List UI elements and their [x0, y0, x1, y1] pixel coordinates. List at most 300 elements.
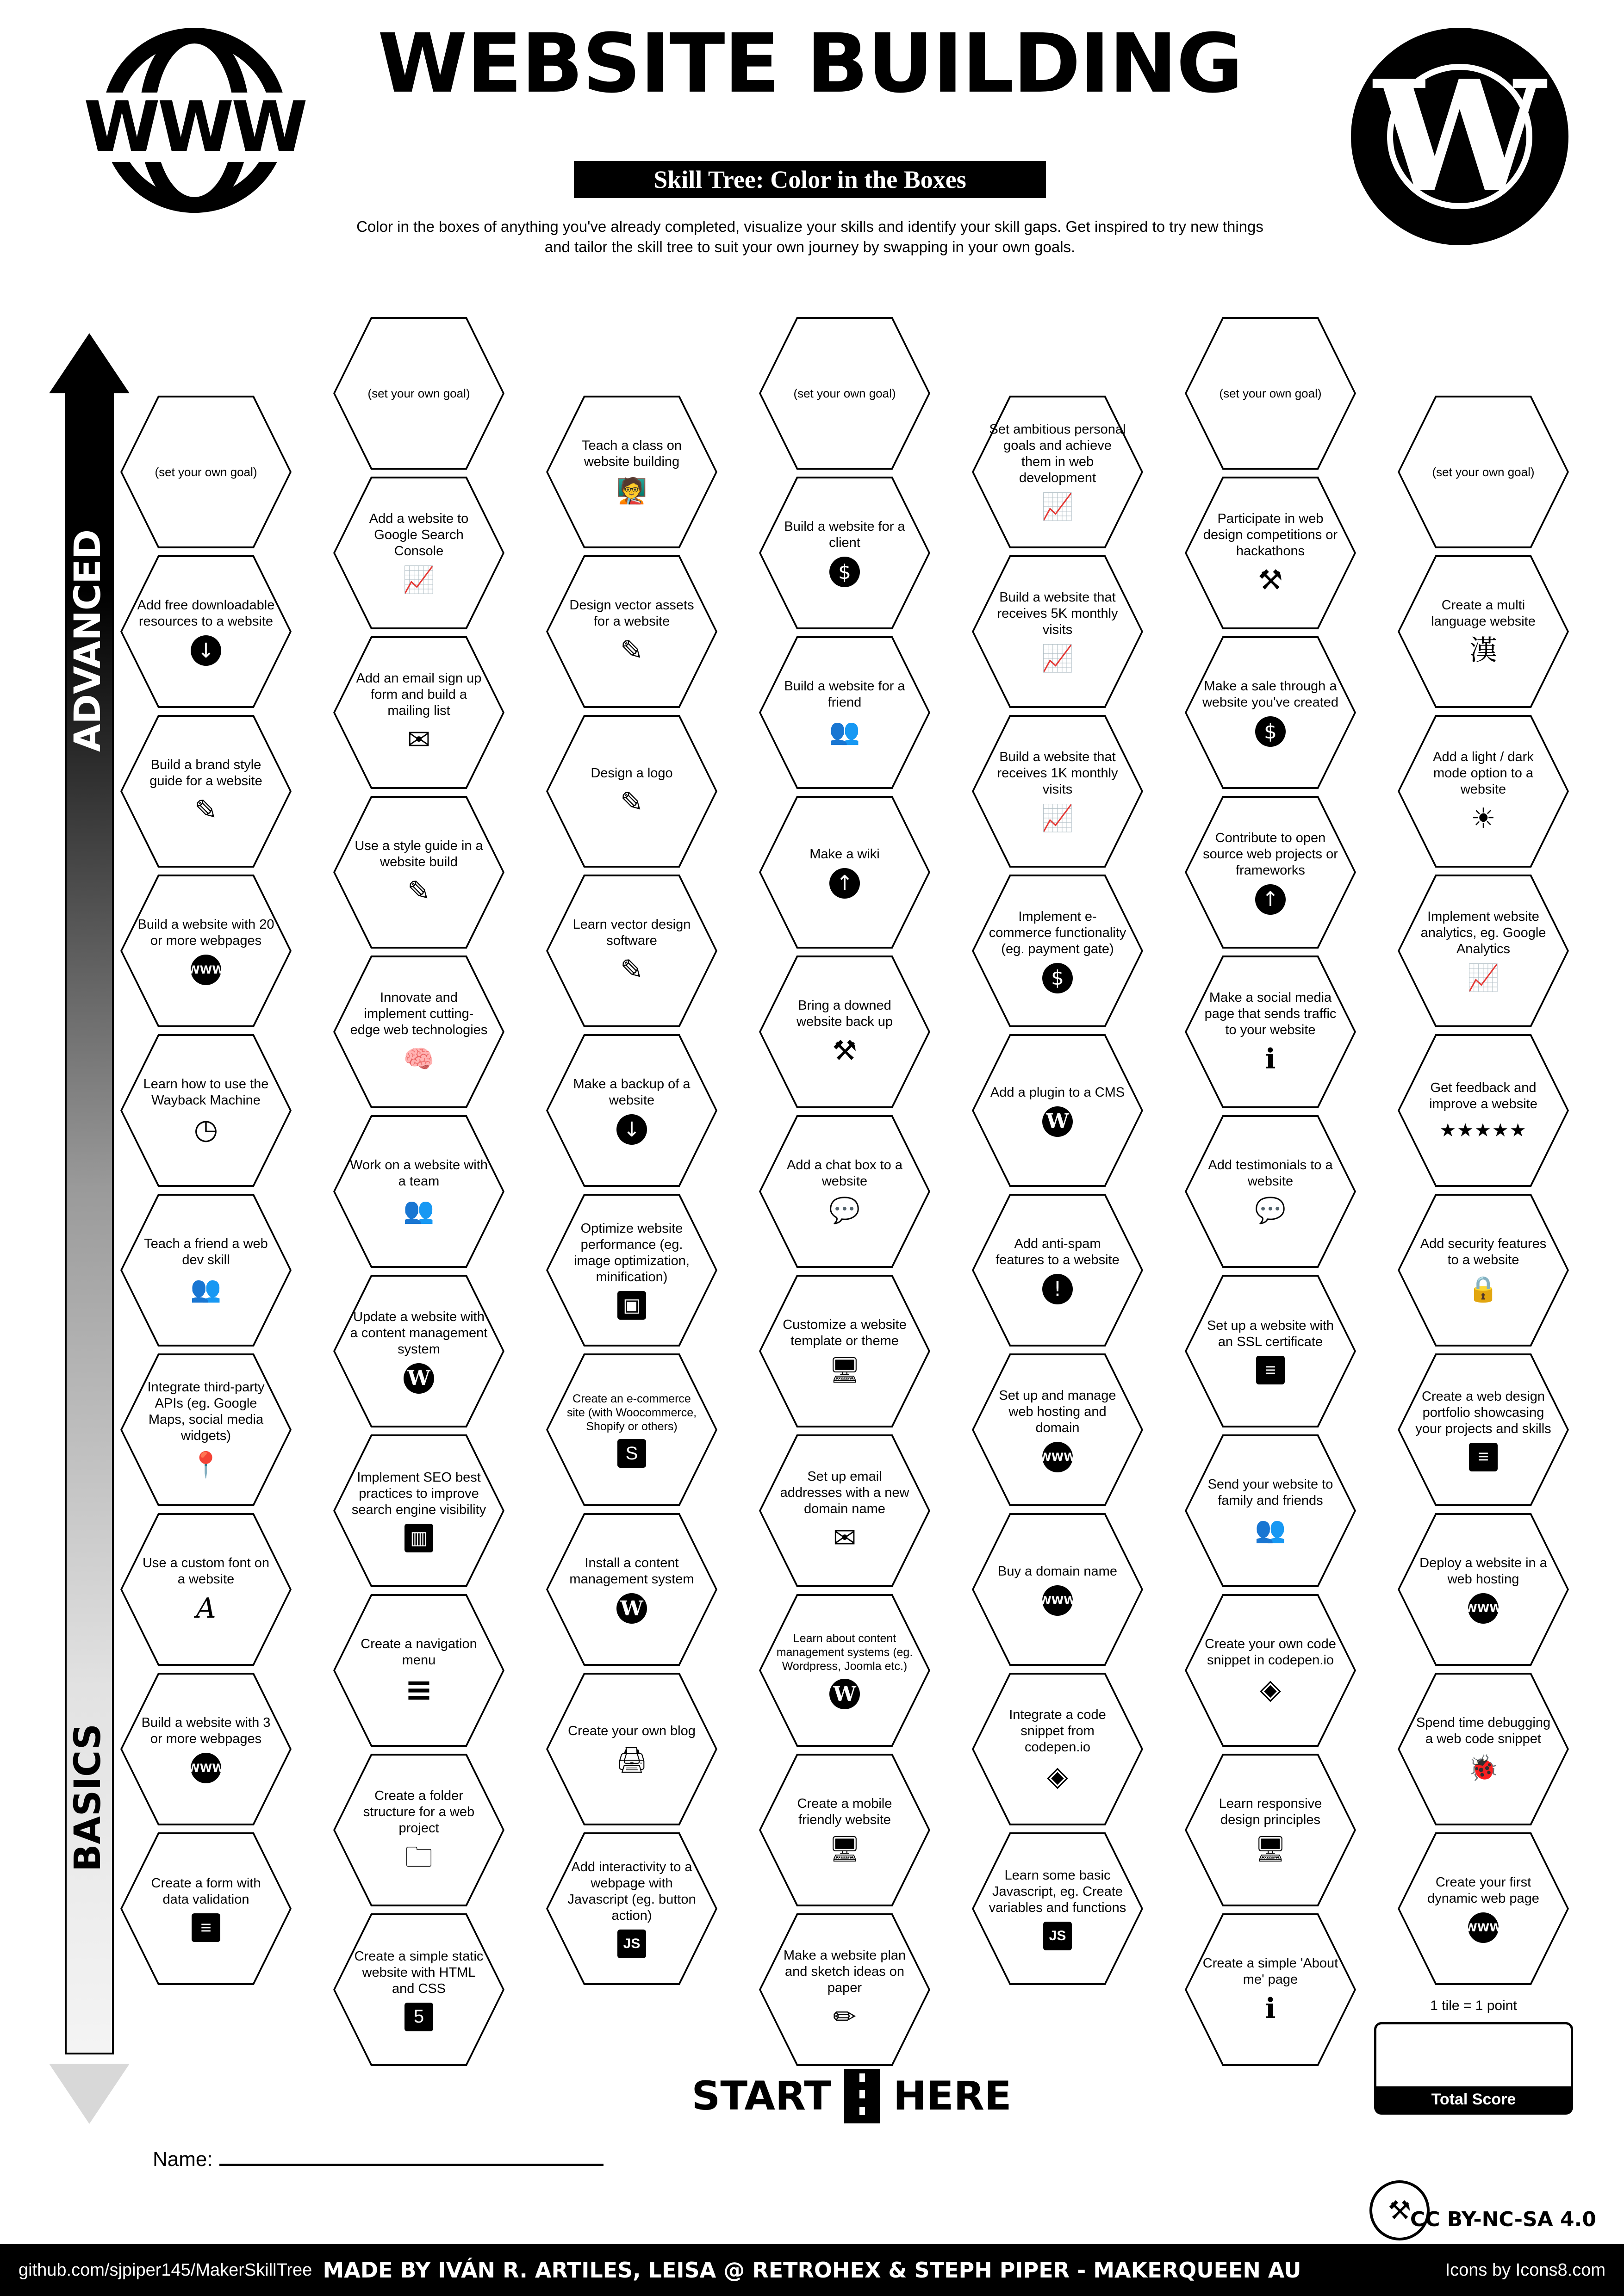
- skill-label: Learn vector design software: [572, 917, 691, 948]
- name-field[interactable]: [153, 2147, 662, 2175]
- skill-label: Make a backup of a website: [573, 1077, 691, 1108]
- arrow-circle-icon: ↑: [1255, 884, 1286, 915]
- skill-hex[interactable]: [1185, 636, 1356, 789]
- hex-content: [560, 396, 703, 548]
- hex-content: [1412, 1353, 1555, 1506]
- skill-label: Work on a website with a team: [350, 1158, 488, 1189]
- hex-content: [1199, 636, 1342, 789]
- info-icon: i: [1265, 1992, 1276, 2025]
- document-icon: ≡: [192, 1913, 220, 1942]
- javascript-icon: JS: [617, 1930, 646, 1958]
- glyph-icon: ✎: [407, 875, 431, 907]
- chat-bubbles-icon: 💬: [1255, 1196, 1286, 1225]
- line-chart-icon: 📈: [1041, 492, 1074, 522]
- page-description: Color in the boxes of anything you've already completed, visualize your skills and identify your skill gaps. Get inspired to try new things and tailor the skill tree to suit your own journey by swapping in your own goals.: [356, 218, 1263, 255]
- codepen-icon: ◈: [1046, 1760, 1069, 1793]
- hex-content: [1412, 1673, 1555, 1825]
- wordpress-icon: W: [404, 1363, 434, 1394]
- map-pin-icon: 📍: [190, 1450, 222, 1479]
- skill-label: Create a simple static website with HTML and CSS: [354, 1948, 484, 1996]
- skill-hex[interactable]: [333, 317, 504, 470]
- skill-hex[interactable]: [546, 396, 717, 548]
- skill-hex[interactable]: [120, 875, 292, 1027]
- skill-hex[interactable]: [1185, 1754, 1356, 1906]
- skill-hex[interactable]: [1398, 1034, 1569, 1187]
- skill-label: Create a form with data validation: [151, 1876, 261, 1907]
- hex-content: [986, 715, 1129, 868]
- license-text: CC BY-NC-SA 4.0: [1410, 2208, 1596, 2231]
- skill-hex[interactable]: [972, 1513, 1143, 1666]
- hex-content: [1412, 1513, 1555, 1666]
- hex-content: [1199, 1434, 1342, 1587]
- glyph-icon: ✉: [833, 1521, 857, 1554]
- skill-hex[interactable]: [333, 477, 504, 629]
- font-letter-icon: A: [196, 1592, 216, 1625]
- skill-hex[interactable]: [759, 1913, 930, 2066]
- arrow-circle-icon: ↓: [616, 1114, 647, 1145]
- hex-content: [347, 1754, 491, 1906]
- hex-content: [347, 1115, 491, 1268]
- skill-label: Install a content management system: [569, 1556, 694, 1587]
- skill-hex[interactable]: [759, 477, 930, 629]
- hex-content: [986, 396, 1129, 548]
- skill-label: (set your own goal): [367, 386, 470, 400]
- hex-content: [134, 1194, 278, 1347]
- pencil-icon: ✏: [833, 2000, 857, 2033]
- hex-content: [1199, 1275, 1342, 1427]
- skill-label: Build a website with 3 or more webpages: [141, 1715, 271, 1746]
- hex-content: [560, 1194, 703, 1347]
- skill-label: Add free downloadable resources to a website: [137, 598, 275, 629]
- skill-label: Make a sale through a website you've created: [1202, 679, 1339, 710]
- skill-hex[interactable]: [1398, 1194, 1569, 1347]
- skill-label: Design vector assets for a website: [569, 598, 694, 629]
- hex-content: [347, 317, 491, 470]
- skill-label: Add an email sign up form and build a mailing list: [356, 670, 482, 718]
- page-subtitle: Skill Tree: Color in the Boxes: [574, 161, 1046, 198]
- hex-content: [1199, 956, 1342, 1108]
- skill-label: Deploy a website in a web hosting: [1419, 1556, 1547, 1587]
- people-icon: 👥: [403, 1196, 435, 1225]
- skill-label: Customize a website template or theme: [783, 1317, 907, 1348]
- skill-hex[interactable]: [546, 1353, 717, 1506]
- skill-hex[interactable]: [972, 396, 1143, 548]
- document-icon: ≡: [1469, 1443, 1498, 1471]
- skill-label: Bring a downed website back up: [796, 998, 893, 1029]
- hex-content: [134, 875, 278, 1027]
- page-title: WEBSITE BUILDING: [377, 16, 1243, 111]
- hex-content: [134, 1353, 278, 1506]
- start-word: START: [691, 2073, 831, 2119]
- www-icon: WWW: [191, 955, 221, 985]
- image-icon: ▣: [617, 1291, 646, 1320]
- folder-icon: 🗀: [405, 1841, 433, 1874]
- hex-content: [560, 715, 703, 868]
- wordpress-letter: W: [1374, 47, 1546, 226]
- score-box[interactable]: [1374, 2022, 1573, 2115]
- line-chart-icon: 📈: [1041, 643, 1074, 674]
- hex-content: [347, 1434, 491, 1587]
- hex-content: [1199, 1594, 1342, 1747]
- hex-content: [560, 1353, 703, 1506]
- html5-icon: 5: [404, 2003, 433, 2031]
- hex-content: [560, 1832, 703, 1985]
- skill-hex[interactable]: [759, 1754, 930, 1906]
- skill-hex[interactable]: [120, 1673, 292, 1825]
- skill-label: Use a style guide in a website build: [355, 838, 483, 869]
- hex-content: [986, 1353, 1129, 1506]
- skill-hex[interactable]: [546, 875, 717, 1027]
- skill-hex[interactable]: [1185, 317, 1356, 470]
- skill-hex[interactable]: [972, 1034, 1143, 1187]
- skill-hex[interactable]: [120, 1034, 292, 1187]
- footer-github-link[interactable]: github.com/sjpiper145/MakerSkillTree: [19, 2260, 312, 2280]
- skill-label: Implement e-commerce functionality (eg. payment gate): [989, 909, 1126, 956]
- hex-content: [560, 555, 703, 708]
- skill-label: Add anti-spam features to a website: [996, 1236, 1120, 1267]
- skill-hex[interactable]: [1398, 715, 1569, 868]
- hex-content: [347, 477, 491, 629]
- skill-hex[interactable]: [333, 636, 504, 789]
- skill-label: Add interactivity to a webpage with Javascript (eg. button action): [567, 1860, 696, 1923]
- skill-label: Build a website with 20 or more webpages: [137, 917, 274, 948]
- skill-label: Make a website plan and sketch ideas on paper: [783, 1948, 906, 1995]
- skill-hex[interactable]: [1185, 956, 1356, 1108]
- hex-content: [773, 796, 916, 949]
- skill-hex[interactable]: [972, 1673, 1143, 1825]
- road-icon: [844, 2069, 880, 2123]
- skill-hex[interactable]: [1185, 1434, 1356, 1587]
- skill-label: Create an e-commerce site (with Woocommerce, Shopify or others): [566, 1392, 697, 1433]
- skill-label: Add a website to Google Search Console: [369, 511, 469, 558]
- skill-hex[interactable]: [972, 555, 1143, 708]
- hex-content: [1199, 1115, 1342, 1268]
- skill-hex[interactable]: [546, 555, 717, 708]
- skill-label: Optimize website performance (eg. image optimization, minification): [574, 1221, 690, 1285]
- skill-hex[interactable]: [333, 1434, 504, 1587]
- skill-hex[interactable]: [333, 796, 504, 949]
- glyph-icon: ✎: [620, 786, 644, 819]
- here-word: HERE: [893, 2073, 1012, 2119]
- lock-icon: 🔒: [1468, 1274, 1499, 1303]
- five-stars-icon: ★★★★★: [1439, 1120, 1527, 1141]
- skill-label: Create a web design portfolio showcasing your projects and skills: [1415, 1389, 1551, 1436]
- hex-content: [1412, 396, 1555, 548]
- hex-content: [773, 1275, 916, 1427]
- skill-hex[interactable]: [333, 1754, 504, 1906]
- skill-hex[interactable]: [1185, 477, 1356, 629]
- skill-label: Teach a class on website building: [581, 438, 682, 469]
- skill-label: Add a plugin to a CMS: [990, 1085, 1125, 1100]
- skill-label: Create a navigation menu: [361, 1637, 477, 1668]
- skill-hex[interactable]: [120, 1513, 292, 1666]
- www-icon: WWW: [1042, 1585, 1073, 1616]
- skill-label: Build a website that receives 1K monthly visits: [997, 749, 1118, 797]
- skill-label: Create your first dynamic web page: [1427, 1875, 1539, 1906]
- skill-hex[interactable]: [1398, 1513, 1569, 1666]
- start-here-marker: [662, 2068, 1041, 2124]
- skill-label: Create a folder structure for a web project: [363, 1788, 475, 1836]
- skill-label: Teach a friend a web dev skill: [144, 1236, 268, 1267]
- skill-hex[interactable]: [759, 1275, 930, 1427]
- hex-content: [134, 1673, 278, 1825]
- skill-label: Set up and manage web hosting and domain: [999, 1388, 1116, 1435]
- skill-label: (set your own goal): [793, 386, 896, 400]
- skill-hex[interactable]: [546, 1034, 717, 1187]
- skill-hex[interactable]: [759, 796, 930, 949]
- hex-content: [134, 555, 278, 708]
- skill-label: Create a multi language website: [1431, 598, 1536, 629]
- chat-bubbles-icon: 💬: [829, 1196, 860, 1225]
- tools-icon: ⚒: [1258, 564, 1283, 596]
- skill-hex[interactable]: [1398, 396, 1569, 548]
- hex-content: [1199, 317, 1342, 470]
- skill-label: Add security features to a website: [1420, 1236, 1547, 1267]
- info-icon: i: [1265, 1043, 1276, 1075]
- skill-label: Make a social media page that sends traffic to your website: [1204, 990, 1337, 1037]
- skill-hex[interactable]: [120, 715, 292, 868]
- skill-hex[interactable]: [972, 1832, 1143, 1985]
- hex-content: [986, 1194, 1129, 1347]
- skill-label: Create your own code snippet in codepen.io: [1205, 1637, 1336, 1668]
- www-icon: WWW: [1468, 1912, 1499, 1943]
- skill-label: Participate in web design competitions or hackathons: [1203, 511, 1338, 558]
- hex-content: [134, 715, 278, 868]
- skill-hex[interactable]: [333, 1115, 504, 1268]
- www-icon: WWW: [1468, 1593, 1499, 1624]
- skill-hex[interactable]: [1398, 1832, 1569, 1985]
- skill-hex[interactable]: [759, 1434, 930, 1587]
- skill-hex[interactable]: [1185, 1275, 1356, 1427]
- laptop-chart-icon: ▥: [404, 1524, 433, 1552]
- hex-content: [347, 636, 491, 789]
- people-icon: 👥: [1255, 1515, 1286, 1544]
- skill-hex[interactable]: [120, 1832, 292, 1985]
- hex-content: [773, 1913, 916, 2066]
- page-footer: [0, 2244, 1624, 2296]
- skill-label: Buy a domain name: [998, 1564, 1117, 1579]
- skill-label: Contribute to open source web projects or frameworks: [1203, 830, 1338, 878]
- skill-label: Create your own blog: [568, 1723, 696, 1738]
- skill-label: Set ambitious personal goals and achieve them in web development: [989, 422, 1126, 485]
- skill-hex[interactable]: [546, 1832, 717, 1985]
- hex-content: [986, 1513, 1129, 1666]
- hex-content: [1412, 1034, 1555, 1187]
- skill-hex[interactable]: [1398, 1353, 1569, 1506]
- skill-hex[interactable]: [759, 1594, 930, 1747]
- skill-hex[interactable]: [972, 715, 1143, 868]
- skill-hex[interactable]: [972, 875, 1143, 1027]
- skill-hex[interactable]: [120, 1353, 292, 1506]
- hex-content: [134, 1832, 278, 1985]
- hex-content: [986, 555, 1129, 708]
- skill-label: Build a website for a client: [784, 519, 905, 550]
- arrow-circle-icon: ↑: [829, 868, 860, 899]
- score-rule: 1 tile = 1 point: [1430, 1998, 1517, 2013]
- hex-content: [1412, 1194, 1555, 1347]
- skill-label: Learn some basic Javascript, eg. Create variables and functions: [989, 1868, 1126, 1915]
- skill-label: Make a wiki: [809, 846, 880, 862]
- brain-icon: 🧠: [403, 1044, 435, 1074]
- hex-content: [347, 1913, 491, 2066]
- line-chart-icon: 📈: [403, 565, 435, 595]
- hex-content: [1199, 1754, 1342, 1906]
- skill-label: Build a brand style guide for a website: [149, 757, 262, 788]
- skill-hex[interactable]: [759, 956, 930, 1108]
- skill-hex[interactable]: [1185, 1115, 1356, 1268]
- tools-icon: ⚒: [832, 1035, 857, 1067]
- glyph-icon: ◷: [193, 1113, 218, 1146]
- hex-content: [1199, 1913, 1342, 2066]
- hex-content: [134, 1513, 278, 1666]
- skill-label: Integrate a code snippet from codepen.io: [1009, 1707, 1106, 1755]
- skill-hex[interactable]: [1185, 1913, 1356, 2066]
- hex-content: [773, 1115, 916, 1268]
- glyph-icon: 漢: [1469, 634, 1497, 667]
- skill-label: Implement website analytics, eg. Google Analytics: [1420, 909, 1546, 956]
- skill-hex[interactable]: [1398, 1673, 1569, 1825]
- glyph-icon: ✎: [620, 634, 644, 667]
- hex-content: [1199, 477, 1342, 629]
- skill-label: Implement SEO best practices to improve search engine visibility: [351, 1470, 486, 1517]
- name-write-line[interactable]: [219, 2147, 604, 2166]
- skill-label: Set up email addresses with a new domain name: [780, 1469, 909, 1516]
- skill-label: Integrate third-party APIs (eg. Google Maps, social media widgets): [147, 1380, 265, 1443]
- hex-content: [773, 636, 916, 789]
- skill-label: Learn about content management systems (eg. Wordpress, Joomla etc.): [776, 1632, 913, 1673]
- hex-content: [773, 1594, 916, 1747]
- hex-content: [1412, 715, 1555, 868]
- money-bag-icon: $: [1255, 716, 1286, 747]
- skill-hex[interactable]: [333, 1275, 504, 1427]
- arrow-circle-icon: !: [1042, 1274, 1073, 1304]
- line-chart-icon: 📈: [1467, 962, 1500, 993]
- hamburger-menu-icon: ≡: [404, 1670, 433, 1709]
- hex-content: [773, 1754, 916, 1906]
- hex-content: [347, 956, 491, 1108]
- skill-label: Add a chat box to a website: [787, 1158, 902, 1189]
- skill-hex[interactable]: [972, 1194, 1143, 1347]
- hex-content: [1412, 875, 1555, 1027]
- teacher-icon: 🧑‍🏫: [616, 476, 647, 505]
- hex-content: [773, 477, 916, 629]
- hex-content: [986, 875, 1129, 1027]
- skill-hex[interactable]: [120, 1194, 292, 1347]
- www-icon: WWW: [191, 1753, 221, 1783]
- skill-hex[interactable]: [1185, 1594, 1356, 1747]
- skill-label: Design a logo: [591, 765, 673, 781]
- skill-label: Build a website that receives 5K monthly visits: [997, 590, 1118, 637]
- www-logo-text: WWW: [83, 87, 305, 168]
- footer-credits: MADE BY IVÁN R. ARTILES, LEISA @ RETROHEX & STEPH PIPER - MAKERQUEEN AU: [323, 2258, 1301, 2283]
- codepen-icon: ◈: [1259, 1673, 1282, 1706]
- people-icon: 👥: [829, 717, 860, 746]
- skill-hex[interactable]: [759, 1115, 930, 1268]
- hex-content: [134, 1034, 278, 1187]
- skill-label: Get feedback and improve a website: [1429, 1080, 1537, 1111]
- skill-hex[interactable]: [333, 1913, 504, 2066]
- wordpress-icon: W: [616, 1593, 647, 1624]
- skill-hex[interactable]: [972, 1353, 1143, 1506]
- hex-content: [560, 1673, 703, 1825]
- arrow-circle-icon: ↓: [191, 635, 221, 666]
- hex-content: [347, 1594, 491, 1747]
- shopify-icon: S: [617, 1439, 646, 1468]
- wordpress-icon: W: [829, 1679, 860, 1709]
- hex-content: [986, 1034, 1129, 1187]
- skill-hex[interactable]: [333, 956, 504, 1108]
- skill-label: Spend time debugging a web code snippet: [1416, 1715, 1551, 1746]
- skill-hex[interactable]: [546, 1513, 717, 1666]
- hex-content: [1199, 796, 1342, 949]
- skill-hex[interactable]: [1185, 796, 1356, 949]
- footer-icons-credit: Icons by Icons8.com: [1445, 2260, 1605, 2280]
- hex-content: [1412, 555, 1555, 708]
- hex-content: [560, 1034, 703, 1187]
- typewriter-icon: 🖨: [616, 1745, 648, 1775]
- axis-label-basics: BASICS: [67, 1724, 109, 1872]
- glyph-icon: ✎: [620, 954, 644, 986]
- hex-content: [560, 1513, 703, 1666]
- skill-hex[interactable]: [120, 555, 292, 708]
- skill-hex[interactable]: [759, 636, 930, 789]
- icons8-badge: ⚒: [1369, 2180, 1430, 2240]
- hex-content: [134, 396, 278, 548]
- total-score-label: Total Score: [1376, 2086, 1571, 2112]
- skill-label: Build a website for a friend: [784, 679, 905, 710]
- skill-hex[interactable]: [759, 317, 930, 470]
- skill-label: Learn how to use the Wayback Machine: [143, 1077, 269, 1108]
- skill-hex[interactable]: [546, 1673, 717, 1825]
- skill-label: (set your own goal): [1219, 386, 1322, 400]
- skill-hex[interactable]: [333, 1594, 504, 1747]
- skill-label: Send your website to family and friends: [1207, 1477, 1333, 1508]
- line-chart-icon: 📈: [1041, 803, 1074, 833]
- glyph-icon: ✎: [194, 794, 218, 826]
- glyph-icon: ☀: [1471, 802, 1496, 835]
- skill-label: Create a simple 'About me' page: [1202, 1956, 1338, 1987]
- hex-content: [1412, 1832, 1555, 1985]
- hex-content: [986, 1673, 1129, 1825]
- www-icon: WWW: [1042, 1442, 1073, 1472]
- monitor-icon: 🖥: [828, 1834, 861, 1863]
- skill-label: (set your own goal): [1432, 465, 1535, 479]
- document-icon: ≡: [1256, 1356, 1285, 1384]
- name-label: Name:: [153, 2148, 213, 2171]
- skill-hex[interactable]: [1398, 555, 1569, 708]
- people-icon: 👥: [190, 1274, 222, 1303]
- skill-label: Update a website with a content management system: [350, 1309, 488, 1357]
- skill-label: Add a light / dark mode option to a website: [1433, 749, 1534, 797]
- money-bag-icon: $: [829, 557, 860, 587]
- skill-label: Add testimonials to a website: [1208, 1158, 1333, 1189]
- monitor-icon: 🖥: [1254, 1834, 1287, 1863]
- skill-label: (set your own goal): [155, 465, 257, 479]
- hex-content: [986, 1832, 1129, 1985]
- skill-hex[interactable]: [1398, 875, 1569, 1027]
- skill-label: Create a mobile friendly website: [797, 1796, 892, 1827]
- skill-hex[interactable]: [546, 715, 717, 868]
- glyph-icon: ✉: [407, 723, 431, 756]
- skill-hex[interactable]: [546, 1194, 717, 1347]
- hex-content: [773, 1434, 916, 1587]
- wordpress-icon: W: [1042, 1106, 1073, 1137]
- javascript-icon: JS: [1043, 1922, 1072, 1950]
- skill-label: Set up a website with an SSL certificate: [1207, 1318, 1334, 1349]
- hex-content: [773, 956, 916, 1108]
- monitor-icon: 🖥: [828, 1355, 861, 1384]
- skill-hex[interactable]: [120, 396, 292, 548]
